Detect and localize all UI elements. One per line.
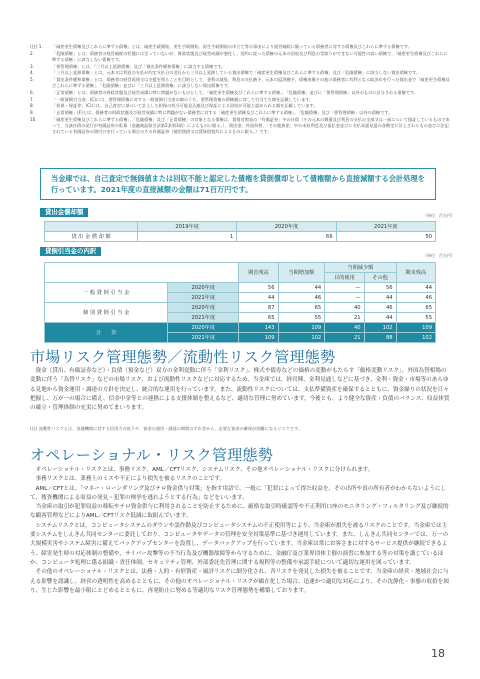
table-cell: 46 [278,293,325,303]
note-item: 9. 「正常債権」(F)とは、債務者の財政状態及び経営成績に特に問題がない債務者に対する「破産更生債権及びこれらに準ずる債権」、「危険債権」及び「要管理債権」以外の債権です。 [30,110,393,116]
allowance-table [44,262,436,343]
paragraph-market-risk: 資金（貸出、有価証券など）・負債（預金など）双方の金利変動に伴う「金利リスク」、株式や債券などの価格の変動がもたらす「価格変動リスク」、外国為替相場の変動に伴う「為替リスク」などの市場リスク、および流動性リスクなどに対応するため、当金庫では、経営陣、金利見通しなどに基づき、金利・資金・市場等のあらゆる見地から資金運用・調達の方針を決定し、統合的な運用を行っています。また、流動性リスクについては、支払準備資産を確保するとともに、資金繰りの状況を日々把握し、万が一の場合に備え、信金中金等との連携による支援体制を整えるなど、適切な管理に努めています。今後とも、より健全な資産・負債のバランス、収益体質の確立・管理体制の充実に努めてまいります。 [30,368,450,412]
table-cell: 1 [138,232,237,242]
table-cell: 102 [364,323,396,333]
table-cell: 109 [239,333,278,343]
table-cell: 109 [396,323,435,333]
column-header: 期首残高 [239,263,278,283]
table-cell: 21 [325,313,364,323]
paragraph-operational-risk: オペレーショナル・リスクとは、事務リスク、AML／CFTリスク、システムリスク、その他オペレーショナル・リスクに分けられます。 事務リスクとは、業務上のミスや不正により損失を被るリスクのことです。 AML／CFTとは、「マネー・ローンダリング及びテロ資金供与対策」を指す用語で、一般に「犯罪によって得た収益を、その出所や真の所有者がわからないようにして、捜査機関による収益の発見・犯罪の検挙を逃れようとする行為」などをいいます。 当金庫の取引が犯罪収益の移転やテロ資金供与に利用されることを防止するために、厳格な取引時確認等や不正利用口座のモニタリング・フィルタリング及び継続的な顧客管理などによりAML／CFTリスク低減に取組んでいます。 システムリスクとは、コンピュータシステムのダウンや誤作動及びコンピュータシステムの不正使用等により、当金庫が損失を被るリスクのことです。当金庫では主要システムをしんきん共同センターに委託しており、コンピュータやデータの管理を安全対策基準に基づき運用しています。また、しんきん共同センターでは、万一の大規模災害やシステム障害に備えてバックアップセンターを設置し、データバックアップを行っています。当金庫は常にお客さまに対するサービス提供が継続できるよう、障害発生時の対応体制の整備や、サイバー攻撃等の不当行為及び機器故障等から守るために、金融庁及び業界団体主催の演習に参加する等の対策を講じているほか、コンピュータ処理に係る組織・責任体制、セキュリティ管理、外部委託先管理に関する規程等の整備や承認手続について適切な運用を図っています。 その他のオペレーショナル・リスクとは、法務・人的・有形資産・風評リスクに細分化され、各リスクを発見した損失を被ることです。当金庫の経営・地域社会に与える影響を認識し、経営の透明性を高めるとともに、その他のオペレーショナル・リスクが顕在化した場合、迅速かつ適切な対応により、その沈静化・事態の収拾を図り、生じた影響を最小限にとどめるとともに、再発防止に努める等適切なリスク管理態勢を構築しております。 [30,467,449,594]
table-cell: 109 [278,323,325,333]
table-row-total [45,323,436,333]
column-header: 期末残高 [396,263,435,283]
heading-operational-risk: オペレーショナル・リスク管理態勢 [30,446,274,464]
table-cell: 44 [239,293,278,303]
table-cell: 102 [278,333,325,343]
table-cell: 56 [239,283,278,293]
column-header: 2020年度 [237,222,336,232]
note-item: 8. 「担保・保証等」(C)には、自己査定に基づいて計上した担保の処分可能見込額及び保証による回収が可能と認められる額を記載しています。 [30,103,318,109]
notes-section [30,44,450,136]
table-cell: 46 [364,303,396,313]
table-row [45,303,436,313]
note-item: 4. 「三月以上延滞債権」とは、元本又は利息の支払が約定支払日の翌日から三月以上延滞している貸出債権で「破産更生債権及びこれらに準ずる債権」及び「危険債権」に該当しない貸出債権です。 [30,70,421,76]
table-cell: 87 [239,303,278,313]
table-header-row [45,263,436,273]
column-header: 2019年度 [138,222,237,232]
unit-label: （単位：百万円） [423,213,455,218]
table-cell: — [325,283,364,293]
table-cell: 66 [237,232,336,242]
table-cell: 55 [278,313,325,323]
column-header: 当期減少額 [325,263,396,273]
table-cell: 56 [364,283,396,293]
row-year: 2021年度 [168,313,239,323]
column-header: 2021年度 [336,222,435,232]
row-label: 貸 出 金 償 却 額 [45,232,138,242]
row-year: 2020年度 [168,303,239,313]
heading-market-risk: 市場リスク管理態勢／流動性リスク管理態勢 [30,348,336,366]
table-cell: 88 [364,333,396,343]
note-item: 5. 「貸出条件緩和債権」とは、債務者の経営再建又は支援を図ることを目的として、金利の減免、利息の支払猶予、元本の返済猶予、債権放棄その他の債務者に有利となる取決めを行った貸出金で「破産更生債権及びこれらに準ずる債権」、「危険債権」並びに「三月以上延滞債権」に該当しない貸出債権です。 [30,77,450,89]
writeoff-callout: 当金庫では、自己査定で無価値または回収不能と認定した債権を貸倒償却として債権額から直接減額する会計処理を行っています。2021年度の直接減額の金額は71百万円です。 [40,168,436,200]
row-group-label: 一 般 貸 倒 引 当 金 [45,283,168,303]
row-year: 2020年度 [168,283,239,293]
table-header-row [45,222,436,232]
table-cell: 44 [396,283,435,293]
column-header: 目的使用 [325,273,364,283]
table-cell: 21 [325,333,364,343]
row-year: 2020年度 [168,323,239,333]
table-cell: 40 [325,303,364,313]
table-cell: 46 [396,293,435,303]
table-cell: 65 [239,313,278,323]
table-cell: 40 [325,323,364,333]
note-item: 10. 「破産更生債権及びこれらに準ずる債権」、「危険債権」及び「正常債権」の対象となる債権は、貸借対照表の「有価証券」中の社債（その元本の償還及び利息の支払の全部又は一部について保証しているものであって、当該社債の発行が有価証券の私募（金融商品取引法第2条第3項）によるものに限る。）、貸出金、外国為替、「その他資産」中の未収利息及び仮払金並びに支払承諾見返の各勘定に計上されるもの並びに注記されている有価証券の貸付けを行っている場合のその有価証券（使用貸借又は賃貸借契約によるものに限る。）です。 [30,116,450,135]
row-year: 2021年度 [168,293,239,303]
table-cell: 102 [396,333,435,343]
writeoff-table [44,221,436,242]
table-cell: 44 [278,283,325,293]
note-item: 6. 「正常債権」とは、債務者の財政状態及び経営成績に特に問題がないものとして、「破産更生債権及びこれらに準ずる債権」、「危険債権」並びに「要管理債権」以外のものに区分される債権です。 [30,89,418,95]
table-cell: 44 [364,293,396,303]
column-header: その他 [364,273,396,283]
section-title-writeoff: 貸出金償却額 [40,208,88,217]
table-cell: 55 [396,313,435,323]
table-cell: — [325,293,364,303]
table-row [45,232,436,242]
table-cell: 65 [396,303,435,313]
note-item: (注) 1. 「破産更生債権及びこれらに準ずる債権」とは、破産手続開始、更生手続開始、再生手続開始の申立て等の事由により経営破綻に陥っている債務者に対する債権及びこれらに準ずる債権です。 [30,44,412,49]
table-cell: 44 [364,313,396,323]
row-group-label: 個 別 貸 倒 引 当 金 [45,303,168,323]
note-item: 3. 「要管理債権」とは、「三月以上延滞債権」及び「貸出条件緩和債権」に該当する債権です。 [30,63,226,69]
table-row [45,283,436,293]
footnote-liquidity: (注) 流動性リスクとは、金融機関に対する信用力の低下や、資金の運用・調達の期間のずれ等から、必要な資金の確保が困難になるリスクです。 [30,426,303,431]
row-group-label: 合 計 [45,323,168,343]
column-header: 当期増加額 [278,263,325,283]
table-cell: 50 [336,232,435,242]
section-title-allowance: 貸倒引当金の内訳 [40,247,101,256]
note-item: 2. 「危険債権」とは、債務者の経営破綻の状態には至っていないが、財政状態及び経営成績が悪化し、契約に従った債権の元本の回収及び利息の受取りができない可能性の高い債権で、「破産更生債権及びこれらに準ずる債権」に該当しない債権です。 [30,50,448,62]
note-item: 7. 「一般貸倒引当金」(C)には、要管理債権に対する一般貸倒引当金の額のうち、要管理債権の債権額に対して引当てた額を記載しています。 [30,96,314,102]
table-cell: 143 [239,323,278,333]
table-cell: 65 [278,303,325,313]
page-number: 18 [431,647,445,660]
unit-label: （単位：百万円） [423,253,455,258]
row-year: 2021年度 [168,333,239,343]
